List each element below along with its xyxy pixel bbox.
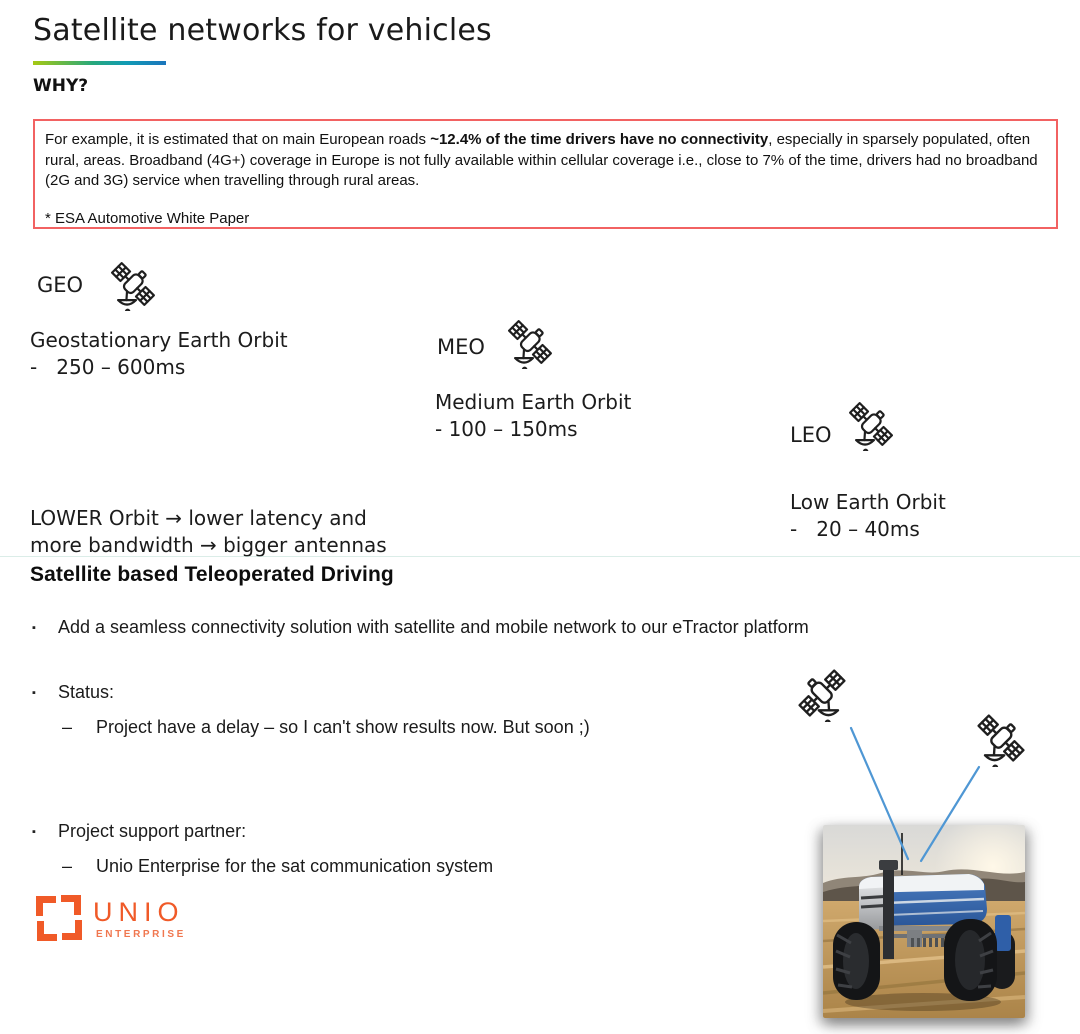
title-underline: [33, 61, 166, 65]
conclusion-line-1: LOWER Orbit → lower latency and: [30, 506, 367, 530]
section-heading: Satellite based Teleoperated Driving: [30, 563, 394, 586]
page-title: Satellite networks for vehicles: [33, 13, 492, 48]
satellite-icon-geo: [106, 257, 160, 311]
orbit-conclusion: [30, 505, 387, 559]
orbit-leo-latency: - 20 – 40ms: [790, 517, 920, 541]
why-heading: WHY?: [33, 76, 89, 96]
bullet-status: Status:: [58, 682, 115, 702]
etractor-photo-art: [823, 825, 1025, 1018]
conclusion-line-2: more bandwidth → bigger antennas: [30, 533, 387, 557]
orbit-label-meo: MEO: [437, 335, 485, 359]
bullet-partner: Project support partner:: [58, 821, 247, 841]
why-footnote: * ESA Automotive White Paper: [45, 210, 250, 228]
bullet-partner-detail: Unio Enterprise for the sat communication system: [96, 856, 494, 876]
orbit-meo-text: [435, 389, 631, 443]
unio-logo-text: UNIO: [93, 897, 185, 927]
satellite-icon-meo: [503, 315, 557, 369]
orbit-label-geo: GEO: [37, 273, 84, 297]
orbit-meo-name: Medium Earth Orbit: [435, 390, 632, 414]
unio-logo-icon: [35, 893, 83, 943]
orbit-meo-latency: - 100 – 150ms: [435, 417, 578, 441]
etractor-photo: [823, 825, 1025, 1018]
satellite-icon-leo: [844, 397, 898, 451]
orbit-label-leo: LEO: [790, 423, 832, 447]
bullet-status-detail: Project have a delay – so I can't show results now. But soon ;): [96, 717, 590, 737]
orbit-geo-text: [30, 327, 288, 381]
satellite-icon-right: [972, 709, 1030, 767]
bullet-connectivity: Add a seamless connectivity solution with satellite and mobile network to our eTractor platform: [58, 617, 809, 637]
slide-divider: [0, 556, 1080, 557]
satellite-icon-left: [793, 664, 851, 722]
orbit-geo-name: Geostationary Earth Orbit: [30, 328, 288, 352]
bullet-marker: ▪: [32, 687, 36, 699]
why-callout-box: [33, 119, 1058, 229]
bullet-marker: ▪: [32, 622, 36, 634]
bullet-marker: ▪: [32, 826, 36, 838]
sub-bullet-dash: –: [62, 717, 73, 737]
sub-bullet-dash: –: [62, 856, 73, 876]
unio-logo-subtitle: ENTERPRISE: [96, 929, 186, 940]
orbit-leo-name: Low Earth Orbit: [790, 490, 946, 514]
orbit-leo-text: [790, 489, 946, 543]
why-text: For example, it is estimated that on main European roads ~12.4% of the time drivers have no connectivity, especially in sparsely populated, often rural, areas. Broadband (4G+) coverage in Europe is not fully available within cellular coverage i.e., close to 7% of the time, drivers had no broadband (2G and 3G) service when travelling through rural areas.: [45, 131, 1038, 190]
orbit-geo-latency: - 250 – 600ms: [30, 355, 186, 379]
